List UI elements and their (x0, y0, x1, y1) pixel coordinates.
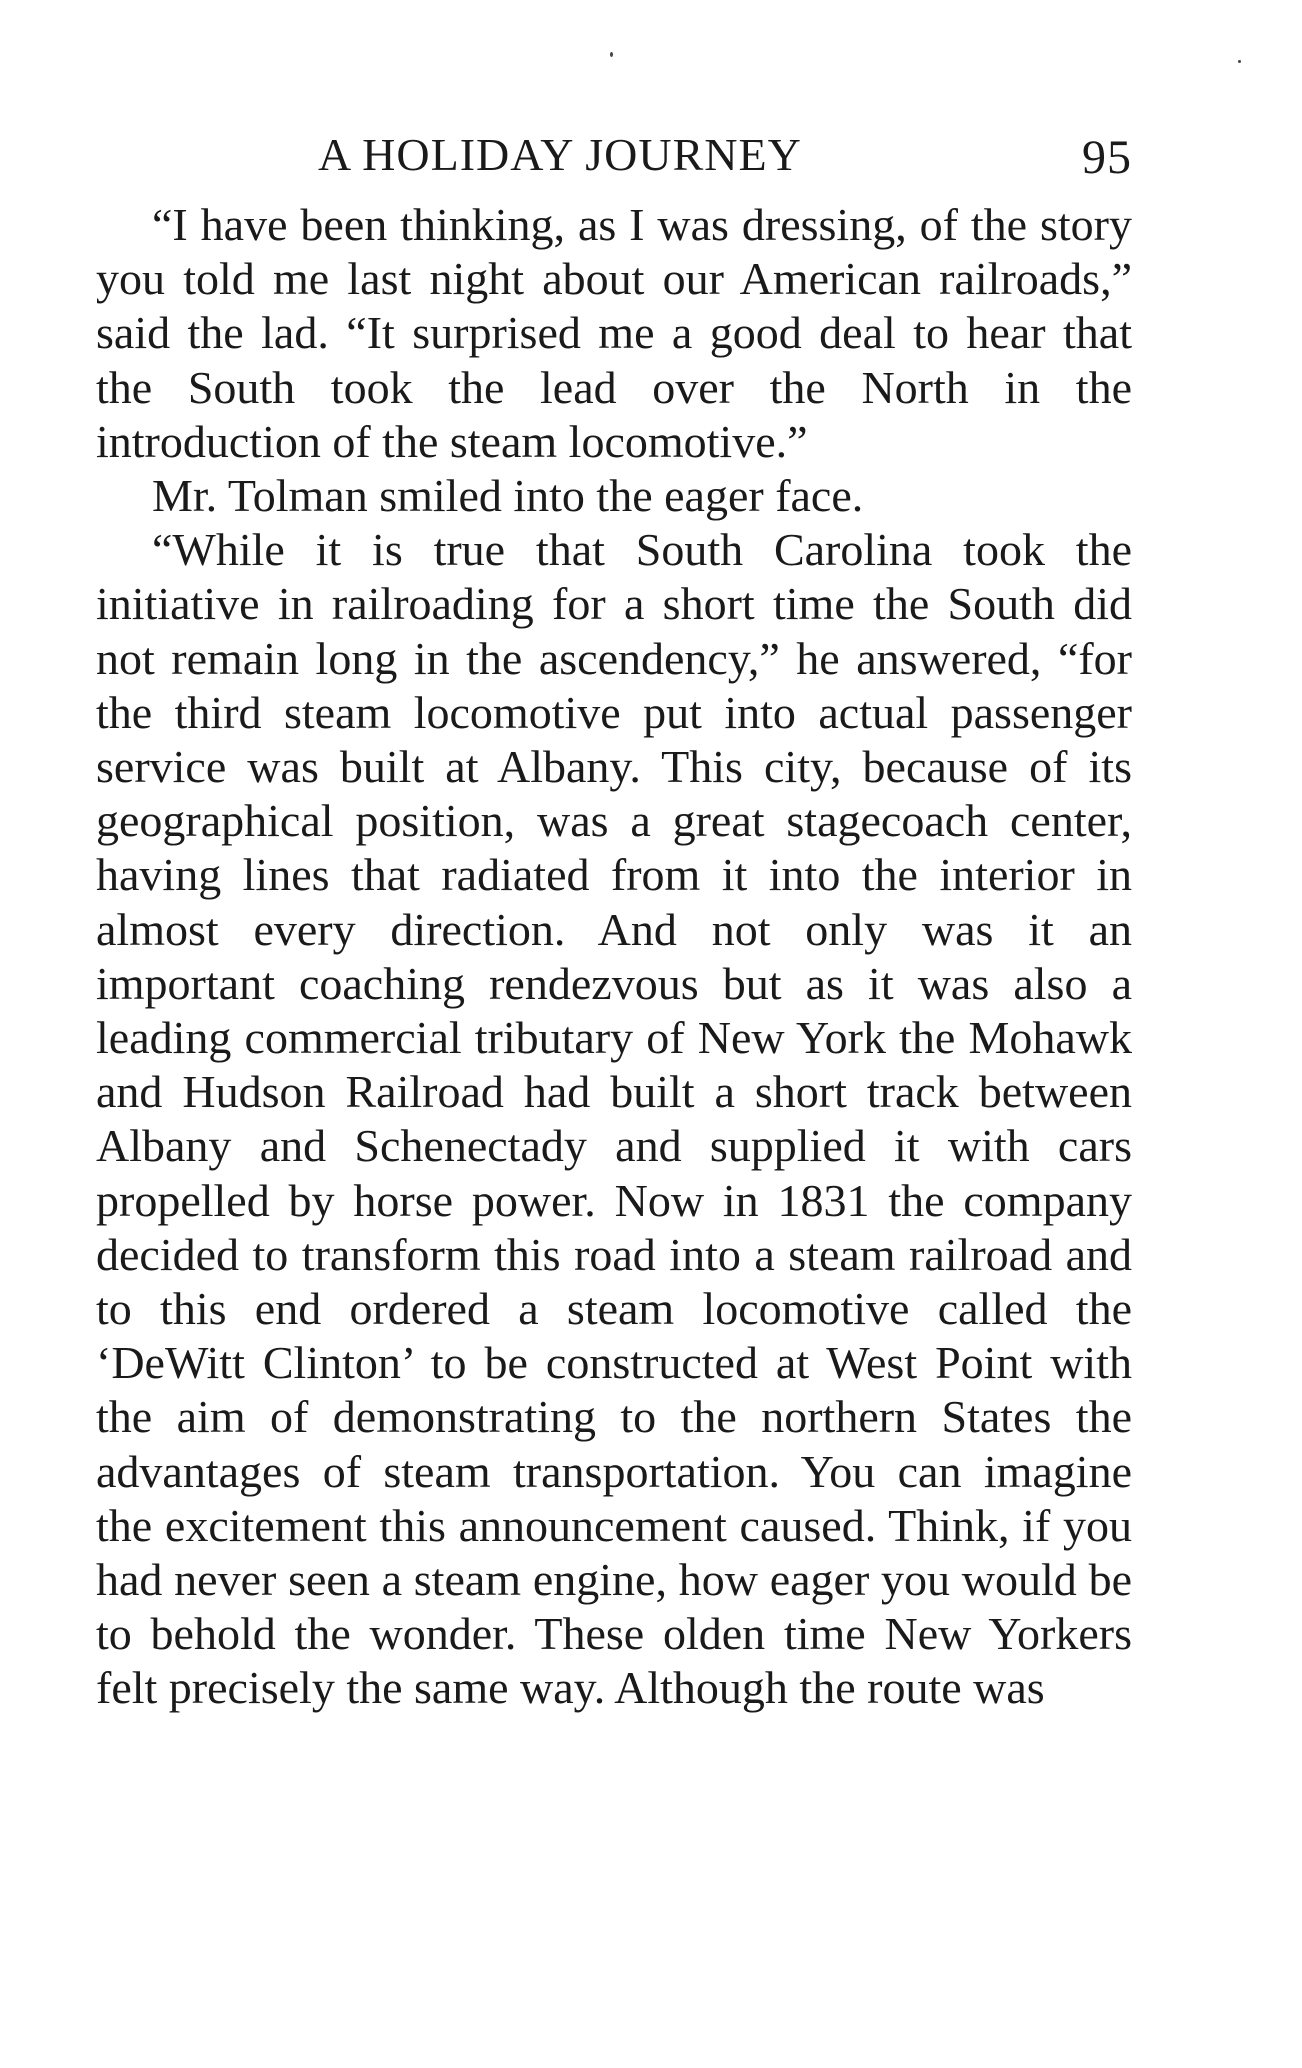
book-page (96, 128, 1132, 1716)
running-title: A HOLIDAY JOURNEY (318, 129, 802, 180)
paragraph: Mr. Tolman smiled into the eager face. (152, 470, 864, 522)
paragraph: “I have been thinking, as I was dressing, of the story you told me last night about our American railroads,” said the lad. “It surprised me a good deal to hear that the South took the lead over the North in the introduction of the steam locomotive.” (96, 199, 1132, 467)
page-number: 95 (1082, 131, 1132, 184)
body-text (96, 198, 1132, 1716)
print-speck (610, 52, 613, 57)
paragraph: “While it is true that South Carolina took the initiative in railroading for a short time the South did not remain long in the ascendency,” he answered, “for the third steam locomotive put into actual passenger service was built at Albany. This city, because of its geographical position, was a great stagecoach center, having lines that radiated from it into the interior in almost every direction. And not only was it an important coaching rendezvous but as it was also a leading commercial tributary of New York the Mohawk and Hudson Railroad had built a short track between Albany and Schenectady and supplied it with cars propelled by horse power. Now in 1831 the company decided to transform this road into a steam railroad and to this end ordered a steam locomotive called the ‘DeWitt Clinton’ to be constructed at West Point with the aim of demonstrating to the northern States the advantages of steam transportation. You can imagine the excitement this announcement caused. Think, if you had never seen a steam engine, how eager you would be to behold the wonder. These olden time New Yorkers felt precisely the same way. Although the route was (96, 524, 1132, 1714)
running-head (96, 128, 1132, 190)
print-speck (1238, 60, 1241, 63)
